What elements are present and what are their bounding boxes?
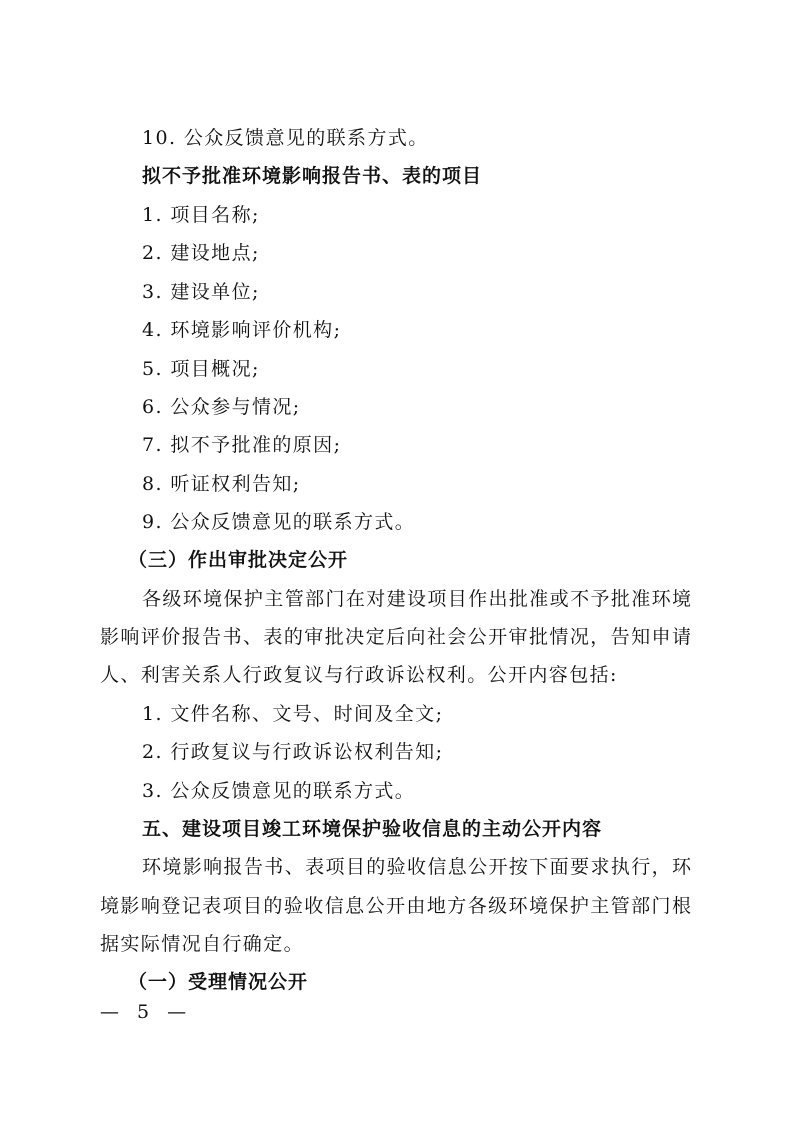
- list-item: 9. 公众反馈意见的联系方式。: [142, 511, 416, 533]
- paragraph-line: 环境影响报告书、表项目的验收信息公开按下面要求执行，环: [142, 856, 691, 878]
- list-item: 6. 公众参与情况;: [142, 396, 301, 418]
- page-number: — 5 —: [100, 1001, 193, 1023]
- list-item: 3. 建设单位;: [142, 281, 260, 303]
- paragraph-line: 影响评价报告书、表的审批决定后向社会公开审批情况，告知申请: [100, 626, 691, 648]
- paragraph-line: 据实际情况自行确定。: [100, 933, 305, 955]
- list-item: 2. 建设地点;: [142, 242, 260, 264]
- list-item: 4. 环境影响评价机构;: [142, 319, 342, 341]
- list-item: 3. 公众反馈意见的联系方式。: [142, 780, 416, 802]
- list-item: 8. 听证权利告知;: [142, 473, 301, 495]
- paragraph-line: 人、利害关系人行政复议与行政诉讼权利。公开内容包括:: [100, 664, 618, 686]
- section-heading: （三）作出审批决定公开: [128, 549, 349, 571]
- list-item: 2. 行政复议与行政诉讼权利告知;: [142, 741, 444, 763]
- paragraph-line: 各级环境保护主管部门在对建设项目作出批准或不予批准环境: [142, 588, 691, 610]
- section-heading: 拟不予批准环境影响报告书、表的项目: [142, 165, 483, 187]
- list-item: 1. 项目名称;: [142, 204, 260, 226]
- list-item: 10. 公众反馈意见的联系方式。: [142, 127, 429, 149]
- list-item: 7. 拟不予批准的原因;: [142, 434, 342, 456]
- list-item: 5. 项目概况;: [142, 358, 260, 380]
- paragraph-line: 境影响登记表项目的验收信息公开由地方各级环境保护主管部门根: [100, 895, 691, 917]
- section-heading: 五、建设项目竣工环境保护验收信息的主动公开内容: [142, 818, 603, 840]
- list-item: 1. 文件名称、文号、时间及全文;: [142, 703, 444, 725]
- section-heading: （一）受理情况公开: [128, 971, 309, 993]
